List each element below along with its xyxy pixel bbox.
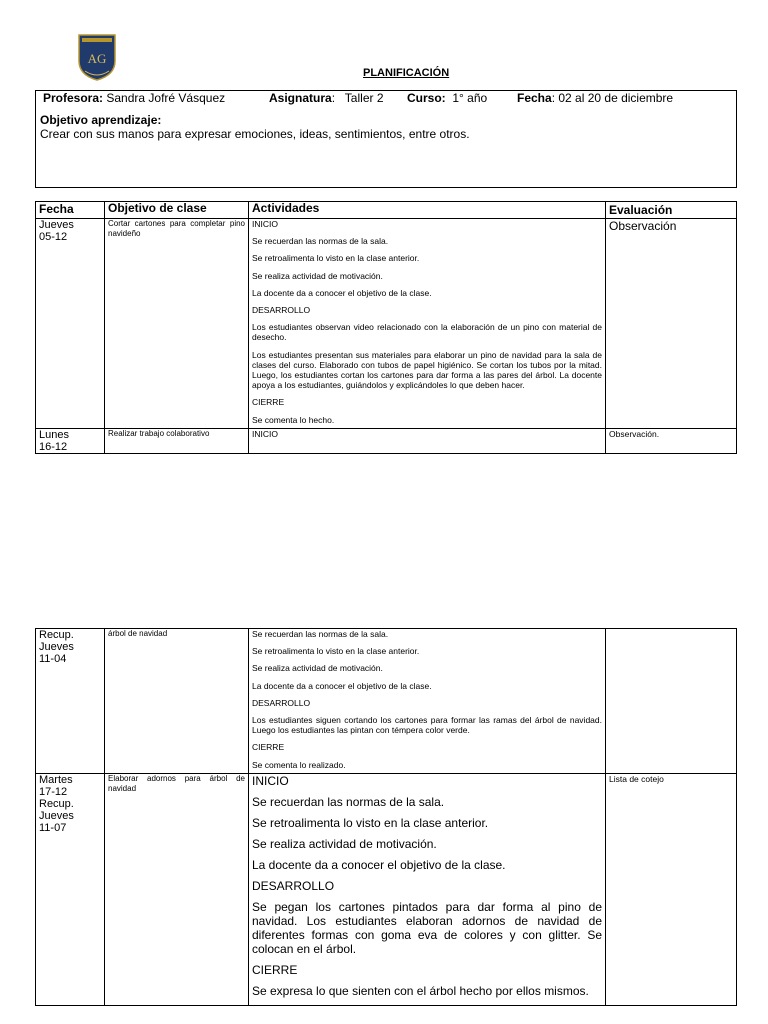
activity-item: Se pegan los cartones pintados para dar forma al pino de navidad. Los estudiantes elaboran adornos de navidad de diferentes formas con goma eva de colores y con glitter. Se colocan en el árbol. <box>252 899 602 956</box>
objetivo-cell: Realizar trabajo colaborativo <box>105 428 249 453</box>
activity-item: Se expresa lo que sienten con el árbol hecho por ellos mismos. <box>252 983 589 998</box>
objetivo-cell: árbol de navidad <box>105 629 249 774</box>
asignatura-label: Asignatura <box>269 91 332 105</box>
header-fecha: Fecha <box>36 202 105 219</box>
logo-text: AG <box>87 51 107 66</box>
planning-table <box>35 201 737 454</box>
planning-table-continued <box>35 628 737 1006</box>
table-row <box>36 773 737 1005</box>
actividades-cell <box>249 219 606 429</box>
fecha-line: Recup. <box>39 629 74 641</box>
activity-item: CIERRE <box>252 742 285 753</box>
activity-item: La docente da a conocer el objetivo de la clase. <box>252 857 506 872</box>
actividades-cell <box>249 773 606 1005</box>
activity-item: Se retroalimenta lo visto en la clase anterior. <box>252 253 420 264</box>
activity-item: CIERRE <box>252 397 285 408</box>
fecha-line: Lunes <box>39 428 69 441</box>
activity-item: Se realiza actividad de motivación. <box>252 663 383 674</box>
activity-item: INICIO <box>252 773 289 788</box>
activity-item: Los estudiantes presentan sus materiales para elaborar un pino de navidad para la sala de clases del curso. Elaborado con tubos de papel higiénico. Se cortan los tubos por la mitad. Luego, los estudiantes cortan los cartones para dar forma a las pares del árbol. La docente apoya a los estudiantes, guiándolos y explicándoles lo que deben hacer. <box>252 349 602 391</box>
table-row <box>36 219 737 429</box>
header-actividades: Actividades <box>249 202 606 219</box>
activity-item: Los estudiantes siguen cortando los cartones para formar las ramas del árbol de navidad. Luego los estudiantes las pintan con témpera color verde. <box>252 715 602 736</box>
activity-item: La docente da a conocer el objetivo de la clase. <box>252 680 432 691</box>
fecha-cell <box>36 428 105 453</box>
activity-item: Se recuerdan las normas de la sala. <box>252 236 389 247</box>
profesora-label: Profesora: <box>43 91 104 105</box>
profesora-value: Sandra Jofré Vásquez <box>106 91 226 105</box>
evaluacion-cell: Observación <box>606 219 737 429</box>
activity-item: DESARROLLO <box>252 305 311 316</box>
page-title: PLANIFICACIÓN <box>363 67 450 79</box>
fecha-line: Martes <box>39 773 73 786</box>
activity-item: Se retroalimenta lo visto en la clase anterior. <box>252 815 489 830</box>
evaluacion-cell: Lista de cotejo <box>606 773 737 1005</box>
activity-item: DESARROLLO <box>252 878 335 893</box>
evaluacion-cell: Observación. <box>606 428 737 453</box>
header-evaluacion: Evaluación <box>606 202 737 219</box>
fecha-line: 11-04 <box>39 653 67 665</box>
activity-item: Se realiza actividad de motivación. <box>252 836 437 851</box>
header-objetivo: Objetivo de clase <box>105 202 249 219</box>
table-row <box>36 428 737 453</box>
curso-value: 1° año <box>452 91 488 105</box>
fecha-line: Recup. <box>39 797 74 810</box>
table-row <box>36 629 737 774</box>
fecha-line: Jueves <box>39 641 74 653</box>
objetivo-cell: Cortar cartones para completar pino navideño <box>105 219 249 429</box>
activity-item: INICIO <box>252 219 278 229</box>
activity-item: Se recuerdan las normas de la sala. <box>252 794 445 809</box>
planning-info-box <box>35 90 737 188</box>
fecha-cell <box>36 629 105 774</box>
objetivo-label: Objetivo aprendizaje: <box>40 113 162 127</box>
fecha-line: Jueves <box>39 809 74 822</box>
evaluacion-cell <box>606 629 737 774</box>
fecha-cell <box>36 219 105 429</box>
table-header-row <box>36 202 737 219</box>
activity-item: Se comenta lo hecho. <box>252 414 335 425</box>
activity-item: Se retroalimenta lo visto en la clase anterior. <box>252 646 420 657</box>
fecha-line: 16-12 <box>39 440 68 453</box>
fecha-line: Jueves <box>39 219 74 231</box>
activity-item: Se comenta lo realizado. <box>252 759 346 770</box>
actividades-cell <box>249 428 606 453</box>
activity-item: Los estudiantes observan video relacionado con la elaboración de un pino con material de desecho. <box>252 322 602 343</box>
fecha-line: 17-12 <box>39 785 68 798</box>
fecha-line: 05-12 <box>39 231 68 243</box>
activity-item: INICIO <box>252 428 278 439</box>
fecha-line: 11-07 <box>39 821 67 834</box>
fecha-value: : 02 al 20 de diciembre <box>551 91 674 105</box>
asignatura-value: : Taller 2 <box>331 91 384 105</box>
activity-item: DESARROLLO <box>252 697 311 708</box>
fecha-label: Fecha <box>517 91 552 105</box>
school-logo <box>77 33 117 81</box>
fecha-cell <box>36 773 105 1005</box>
activity-item: Se recuerdan las normas de la sala. <box>252 629 389 639</box>
actividades-cell <box>249 629 606 774</box>
objetivo-cell: Elaborar adornos para árbol de navidad <box>105 773 249 1005</box>
objetivo-text: Crear con sus manos para expresar emociones, ideas, sentimientos, entre otros. <box>40 127 470 141</box>
curso-label: Curso: <box>407 91 446 105</box>
activity-item: La docente da a conocer el objetivo de la clase. <box>252 287 432 298</box>
activity-item: Se realiza actividad de motivación. <box>252 270 383 281</box>
activity-item: CIERRE <box>252 962 298 977</box>
